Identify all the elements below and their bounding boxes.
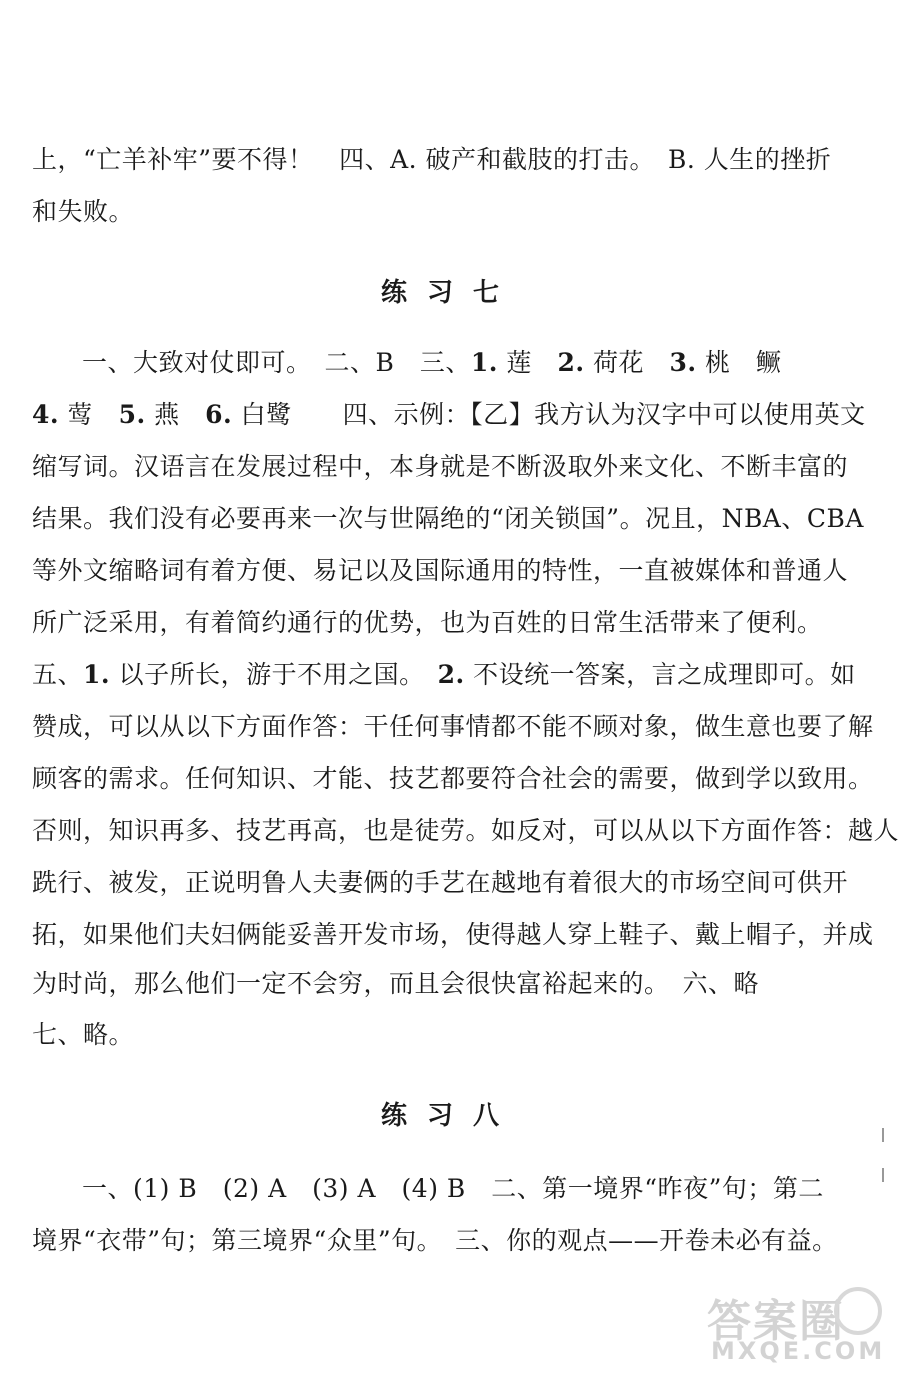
section-heading-7: 练习七 [380, 278, 519, 308]
text-segment: 以子所长，游于不用之国。 [110, 660, 438, 689]
scan-edge-mark [882, 1168, 884, 1182]
site-watermark [707, 1285, 886, 1370]
item-number: 4. [32, 400, 60, 429]
watermark-domain: MXQE.COM [711, 1337, 886, 1365]
text-segment: 一、大致对仗即可。 二、B 三、 [82, 348, 471, 377]
section-heading-8: 练习八 [380, 1101, 519, 1131]
text-line: 七、略。 [32, 1020, 135, 1049]
text-segment: 莺 [59, 400, 119, 429]
text-segment: 不设统一答案，言之成理即可。如 [464, 660, 856, 689]
text-line [32, 398, 872, 432]
item-number: 5. [118, 400, 146, 429]
text-line: 上，“亡羊补牢”要不得！ 四、A. 破产和截肢的打击。 B. 人生的挫折 [32, 145, 832, 174]
text-line: 所广泛采用，有着简约通行的优势，也为百姓的日常生活带来了便利。 [32, 608, 823, 637]
item-number: 1. [83, 660, 111, 689]
text-line: 赞成，可以从以下方面作答：干任何事情都不能不顾对象，做生意也要了解 [32, 712, 874, 741]
text-line: 境界“衣带”句；第三境界“众里”句。 三、你的观点——开卷未必有益。 [32, 1226, 838, 1255]
text-segment: 荷花 [584, 348, 670, 377]
text-line: 结果。我们没有必要再来一次与世隔绝的“闭关锁国”。况且，NBA、CBA [32, 504, 864, 533]
text-line: 等外文缩略词有着方便、易记以及国际通用的特性，一直被媒体和普通人 [32, 556, 849, 585]
text-line: 缩写词。汉语言在发展过程中，本身就是不断汲取外来文化、不断丰富的 [32, 452, 849, 481]
watermark-logo-text: 答案圈 [707, 1296, 845, 1347]
text-segment: 燕 [145, 400, 206, 429]
item-number: 2. [437, 660, 465, 689]
watermark-seal-icon [834, 1287, 882, 1335]
text-segment: 桃 鳜 [696, 348, 782, 377]
item-number: 1. [470, 348, 498, 377]
text-line [82, 346, 872, 380]
text-segment: 莲 [497, 348, 558, 377]
item-number: 3. [669, 348, 697, 377]
text-segment: 白鹭 四、示例：【乙】我方认为汉字中可以使用英文 [232, 400, 866, 429]
text-segment: 五、 [32, 660, 84, 689]
item-number: 2. [557, 348, 585, 377]
item-number: 6. [205, 400, 233, 429]
text-line: 为时尚，那么他们一定不会穷，而且会很快富裕起来的。 六、略 [32, 969, 760, 998]
text-line: 一、(1) B (2) A (3) A (4) B 二、第一境界“昨夜”句；第二 [82, 1174, 824, 1203]
text-line: 否则，知识再多、技艺再高，也是徒劳。如反对，可以从以下方面作答：越人 [32, 816, 900, 845]
text-line: 和失败。 [32, 197, 135, 226]
text-line [32, 658, 872, 692]
text-line: 拓，如果他们夫妇俩能妥善开发市场，使得越人穿上鞋子、戴上帽子，并成 [32, 920, 874, 949]
text-line: 跣行、被发，正说明鲁人夫妻俩的手艺在越地有着很大的市场空间可供开 [32, 868, 849, 897]
text-line: 顾客的需求。任何知识、才能、技艺都要符合社会的需要，做到学以致用。 [32, 764, 874, 793]
scan-edge-mark [882, 1128, 884, 1142]
